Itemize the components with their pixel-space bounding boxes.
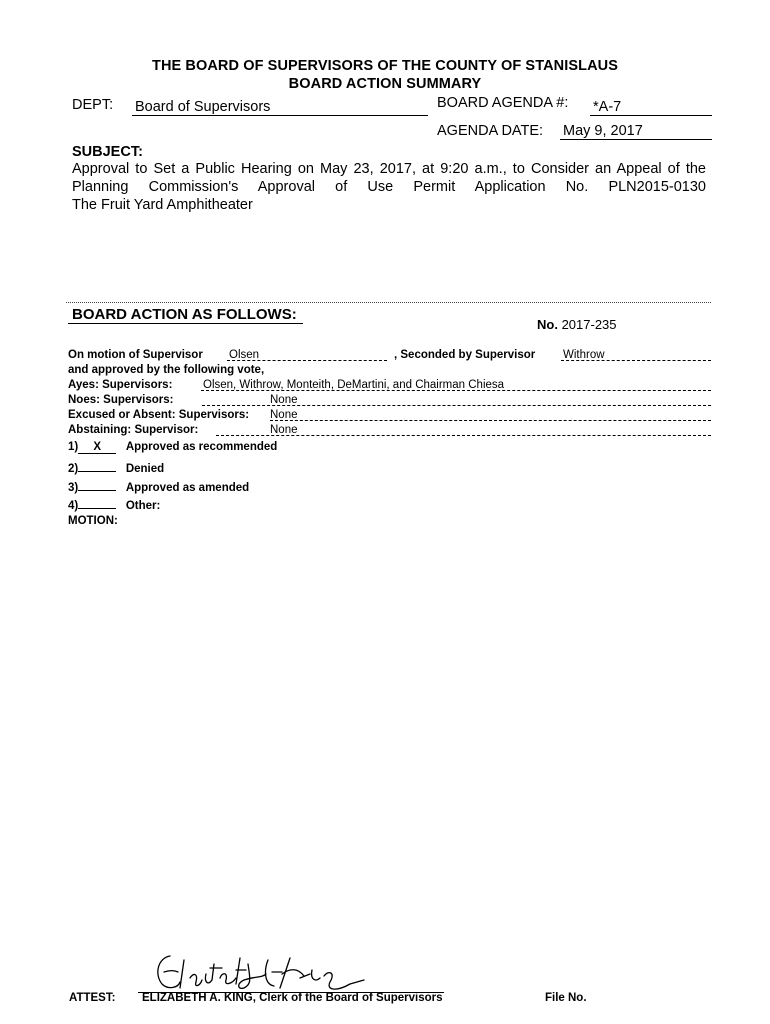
document-title: THE BOARD OF SUPERVISORS OF THE COUNTY OF STANISLAUS [151, 58, 618, 74]
action-number-label: No. [537, 317, 558, 332]
option-2 [68, 459, 164, 475]
subject-label: SUBJECT: [72, 144, 143, 160]
subject-line-2: Planning Commission's Approval of Use Permit Application No. PLN2015-0130 [72, 179, 706, 195]
option-label: Approved as amended [125, 482, 250, 494]
option-1 [68, 441, 277, 454]
option-3 [68, 478, 249, 494]
option-number: 2) [68, 463, 79, 475]
approved-by-text: and approved by the following vote, [68, 364, 265, 376]
abstaining-label: Abstaining: Supervisor: [68, 424, 199, 436]
board-agenda-value: *A-7 [590, 99, 712, 116]
document-subtitle: BOARD ACTION SUMMARY [288, 76, 482, 92]
ayes-value: Olsen, Withrow, Monteith, DeMartini, and Chairman Chiesa [201, 379, 711, 391]
motion-footer-label: MOTION: [68, 515, 118, 527]
option-label: Approved as recommended [125, 441, 278, 453]
board-action-heading: BOARD ACTION AS FOLLOWS: [68, 306, 303, 324]
seconded-supervisor: Withrow [561, 349, 711, 361]
ayes-label: Ayes: Supervisors: [68, 379, 173, 391]
abstaining-value: None [216, 424, 711, 436]
option-number: 3) [68, 482, 79, 494]
option-mark [78, 478, 116, 491]
subject-line-1: Approval to Set a Public Hearing on May 23, 2017, at 9:20 a.m., to Consider an Appeal of the [72, 161, 706, 177]
option-label: Other: [125, 500, 161, 512]
option-mark: X [78, 441, 116, 454]
seconded-label: , Seconded by Supervisor [394, 349, 536, 361]
attest-label: ATTEST: [69, 992, 116, 1004]
file-number-label: File No. [545, 992, 587, 1004]
motion-supervisor: Olsen [227, 349, 387, 361]
action-number [537, 317, 617, 332]
option-number: 1) [68, 441, 79, 453]
option-mark [78, 459, 116, 472]
dept-label: DEPT: [72, 97, 114, 113]
section-divider [66, 302, 711, 303]
excused-label: Excused or Absent: Supervisors: [68, 409, 250, 421]
excused-value: None [270, 409, 711, 421]
clerk-name: ELIZABETH A. KING, Clerk of the Board of Supervisors [142, 992, 443, 1004]
option-label: Denied [125, 463, 165, 475]
action-number-value: 2017-235 [561, 317, 617, 332]
board-agenda-label: BOARD AGENDA #: [437, 95, 569, 111]
option-number: 4) [68, 500, 79, 512]
subject-text [72, 160, 706, 214]
noes-label: Noes: Supervisors: [68, 394, 174, 406]
noes-value: None [202, 394, 711, 406]
subject-line-3: The Fruit Yard Amphitheater [72, 197, 253, 213]
motion-label: On motion of Supervisor [68, 349, 203, 361]
option-mark [78, 496, 116, 509]
option-4 [68, 496, 160, 512]
dept-value: Board of Supervisors [132, 99, 428, 116]
agenda-date-value: May 9, 2017 [560, 123, 712, 140]
agenda-date-label: AGENDA DATE: [437, 123, 544, 139]
